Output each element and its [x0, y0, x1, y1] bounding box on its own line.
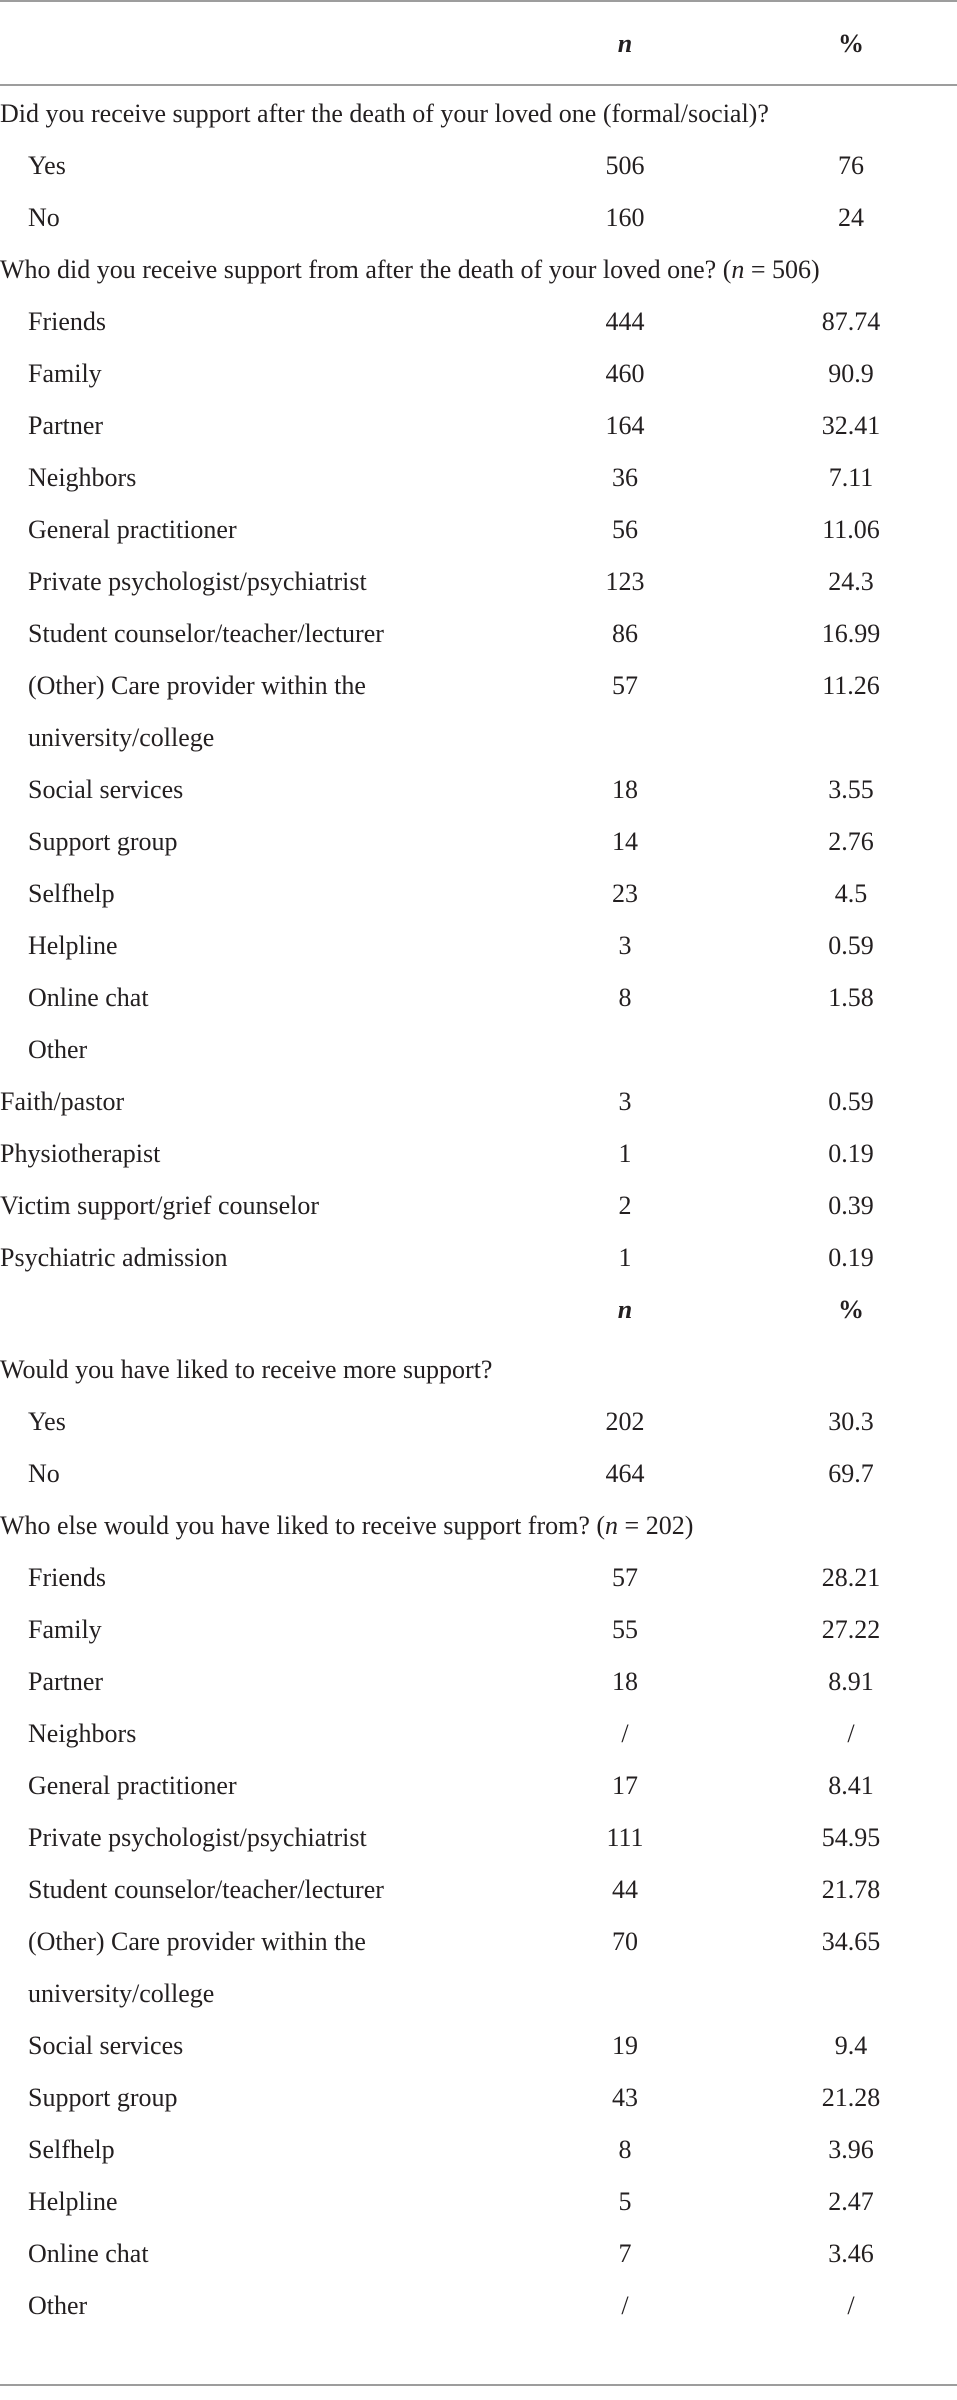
count-cell: 23	[612, 879, 638, 908]
question-row	[0, 1344, 957, 1396]
row-label: Partner	[28, 411, 104, 440]
table-row	[0, 348, 957, 400]
table-row	[0, 2072, 957, 2124]
percent-cell: 69.7	[828, 1459, 874, 1488]
row-label: General practitioner	[28, 515, 237, 544]
table-row	[0, 1708, 957, 1760]
table-row	[0, 140, 957, 192]
top-rule	[0, 0, 957, 2]
percent-cell: 11.06	[822, 515, 880, 544]
count-cell: 123	[605, 567, 645, 596]
count-cell: 202	[605, 1407, 645, 1436]
row-label: Physiotherapist	[0, 1139, 161, 1168]
count-cell: 18	[612, 775, 638, 804]
percent-cell: 21.28	[821, 2083, 881, 2112]
table-row	[0, 1812, 957, 1864]
table-row	[0, 1656, 957, 1708]
percent-cell: 3.96	[828, 2135, 874, 2164]
table-row	[0, 660, 957, 712]
row-label: Support group	[28, 827, 178, 856]
row-label: Support group	[28, 2083, 178, 2112]
percent-cell: 1.58	[828, 983, 874, 1012]
percent-cell: 16.99	[821, 619, 881, 648]
table-row	[0, 868, 957, 920]
count-cell: /	[621, 1719, 629, 1748]
row-label: Friends	[28, 1563, 106, 1592]
percent-cell: 9.4	[834, 2031, 868, 2060]
repeated-header-row	[0, 1284, 957, 1336]
row-label: Faith/pastor	[0, 1087, 125, 1116]
row-label: Family	[28, 359, 102, 388]
question-row	[0, 1500, 957, 1552]
count-cell: 44	[612, 1875, 638, 1904]
row-label: Neighbors	[28, 1719, 137, 1748]
count-cell: 506	[605, 151, 645, 180]
percent-cell: 3.46	[828, 2239, 874, 2268]
count-cell: 464	[605, 1459, 645, 1488]
table-row	[0, 1448, 957, 1500]
row-label: No	[28, 203, 60, 232]
question-row	[0, 88, 957, 140]
percent-cell: 8.41	[828, 1771, 874, 1800]
row-label: Online chat	[28, 983, 149, 1012]
table-row	[0, 2280, 957, 2332]
row-label: Neighbors	[28, 463, 137, 492]
table-row	[0, 2124, 957, 2176]
count-cell: 17	[612, 1771, 638, 1800]
count-cell: 5	[618, 2187, 632, 2216]
sample-size-symbol: n	[731, 255, 745, 284]
column-header-n: n	[617, 29, 633, 58]
row-label: Victim support/grief counselor	[0, 1191, 320, 1220]
count-cell: 160	[605, 203, 645, 232]
row-label: Private psychologist/psychiatrist	[28, 1823, 367, 1852]
row-label-continuation: university/college	[28, 1979, 215, 2008]
row-label: Selfhelp	[28, 879, 115, 908]
percent-cell: 27.22	[821, 1615, 881, 1644]
table-row	[0, 972, 957, 1024]
table-row	[0, 1760, 957, 1812]
sample-size-value: = 506)	[744, 255, 820, 284]
table-row	[0, 504, 957, 556]
percent-cell: 30.3	[828, 1407, 874, 1436]
count-cell: 56	[612, 515, 638, 544]
count-cell: 8	[618, 2135, 632, 2164]
table-row	[0, 296, 957, 348]
table-row	[0, 2228, 957, 2280]
header-row	[0, 18, 957, 70]
bottom-rule	[0, 2384, 957, 2386]
count-cell: 3	[618, 1087, 632, 1116]
percent-cell: 24.3	[828, 567, 874, 596]
percent-cell: 2.47	[828, 2187, 874, 2216]
percent-cell: 21.78	[821, 1875, 881, 1904]
percent-cell: /	[847, 1719, 855, 1748]
question-row	[0, 244, 957, 296]
percent-cell: 8.91	[828, 1667, 874, 1696]
percent-cell: 54.95	[821, 1823, 881, 1852]
row-label: Selfhelp	[28, 2135, 115, 2164]
header-rule	[0, 84, 957, 86]
count-cell: 7	[618, 2239, 632, 2268]
table-row-continuation	[0, 712, 957, 764]
count-cell: 14	[612, 827, 638, 856]
table-row	[0, 816, 957, 868]
count-cell: 164	[605, 411, 645, 440]
percent-cell: 2.76	[828, 827, 874, 856]
count-cell: 70	[612, 1927, 638, 1956]
row-label: (Other) Care provider within the	[28, 671, 366, 700]
question-text: Who did you receive support from after the death of your loved one? (	[0, 255, 732, 284]
question-label	[0, 244, 820, 296]
table-row	[0, 608, 957, 660]
table-row	[0, 1232, 957, 1284]
count-cell: 57	[612, 1563, 638, 1592]
question-label: Did you receive support after the death of your loved one (formal/social)?	[0, 99, 769, 128]
table-row	[0, 556, 957, 608]
row-label-continuation: university/college	[28, 723, 215, 752]
row-label: Yes	[28, 1407, 66, 1436]
count-cell: 8	[618, 983, 632, 1012]
percent-cell: 0.19	[828, 1243, 874, 1272]
table-row	[0, 1396, 957, 1448]
question-text: Who else would you have liked to receive support from? (	[0, 1511, 606, 1540]
table-row	[0, 1180, 957, 1232]
count-cell: 55	[612, 1615, 638, 1644]
percent-cell: 3.55	[828, 775, 874, 804]
row-label: Family	[28, 1615, 102, 1644]
row-label: Online chat	[28, 2239, 149, 2268]
table-row	[0, 400, 957, 452]
row-label: Other	[28, 1035, 88, 1064]
question-label: Would you have liked to receive more support?	[0, 1355, 493, 1384]
count-cell: /	[621, 2291, 629, 2320]
table-row	[0, 2176, 957, 2228]
percent-cell: 32.41	[821, 411, 881, 440]
table-row	[0, 1128, 957, 1180]
count-cell: 57	[612, 671, 638, 700]
count-cell: 2	[618, 1191, 632, 1220]
percent-cell: 34.65	[821, 1927, 881, 1956]
row-label: Social services	[28, 2031, 184, 2060]
row-label: (Other) Care provider within the	[28, 1927, 366, 1956]
question-label	[0, 1500, 693, 1552]
percent-cell: 28.21	[821, 1563, 881, 1592]
percent-cell: 7.11	[828, 463, 874, 492]
percent-cell: /	[847, 2291, 855, 2320]
percent-cell: 0.39	[828, 1191, 874, 1220]
table-row	[0, 1024, 957, 1076]
percent-cell: 76	[838, 151, 864, 180]
row-label: Psychiatric admission	[0, 1243, 228, 1272]
row-label: Social services	[28, 775, 184, 804]
table-row	[0, 1916, 957, 1968]
row-label: Yes	[28, 151, 66, 180]
sample-size-symbol: n	[605, 1511, 619, 1540]
percent-cell: 90.9	[828, 359, 874, 388]
percent-cell: 0.59	[828, 931, 874, 960]
table-row	[0, 452, 957, 504]
row-label: Private psychologist/psychiatrist	[28, 567, 367, 596]
percent-cell: 0.19	[828, 1139, 874, 1168]
percent-cell: 4.5	[834, 879, 868, 908]
table-row	[0, 1076, 957, 1128]
count-cell: 18	[612, 1667, 638, 1696]
row-label: Student counselor/teacher/lecturer	[28, 1875, 384, 1904]
table-row	[0, 1604, 957, 1656]
table-row	[0, 1864, 957, 1916]
count-cell: 43	[612, 2083, 638, 2112]
count-cell: 3	[618, 931, 632, 960]
table-row	[0, 1552, 957, 1604]
row-label: Friends	[28, 307, 106, 336]
table-row	[0, 920, 957, 972]
column-header-percent: %	[838, 1295, 864, 1324]
table-row-continuation	[0, 1968, 957, 2020]
row-label: Helpline	[28, 2187, 118, 2216]
table-row	[0, 192, 957, 244]
percent-cell: 24	[838, 203, 864, 232]
percent-cell: 87.74	[821, 307, 881, 336]
row-label: No	[28, 1459, 60, 1488]
column-header-n: n	[617, 1295, 633, 1324]
table-row	[0, 764, 957, 816]
count-cell: 19	[612, 2031, 638, 2060]
row-label: Partner	[28, 1667, 104, 1696]
count-cell: 1	[618, 1139, 632, 1168]
count-cell: 1	[618, 1243, 632, 1272]
column-header-percent: %	[838, 29, 864, 58]
row-label: General practitioner	[28, 1771, 237, 1800]
row-label: Student counselor/teacher/lecturer	[28, 619, 384, 648]
count-cell: 460	[605, 359, 645, 388]
count-cell: 111	[606, 1823, 644, 1852]
percent-cell: 11.26	[822, 671, 880, 700]
row-label: Helpline	[28, 931, 118, 960]
count-cell: 444	[605, 307, 645, 336]
row-label: Other	[28, 2291, 88, 2320]
count-cell: 86	[612, 619, 638, 648]
sample-size-value: = 202)	[618, 1511, 694, 1540]
table-row	[0, 2020, 957, 2072]
percent-cell: 0.59	[828, 1087, 874, 1116]
count-cell: 36	[612, 463, 638, 492]
